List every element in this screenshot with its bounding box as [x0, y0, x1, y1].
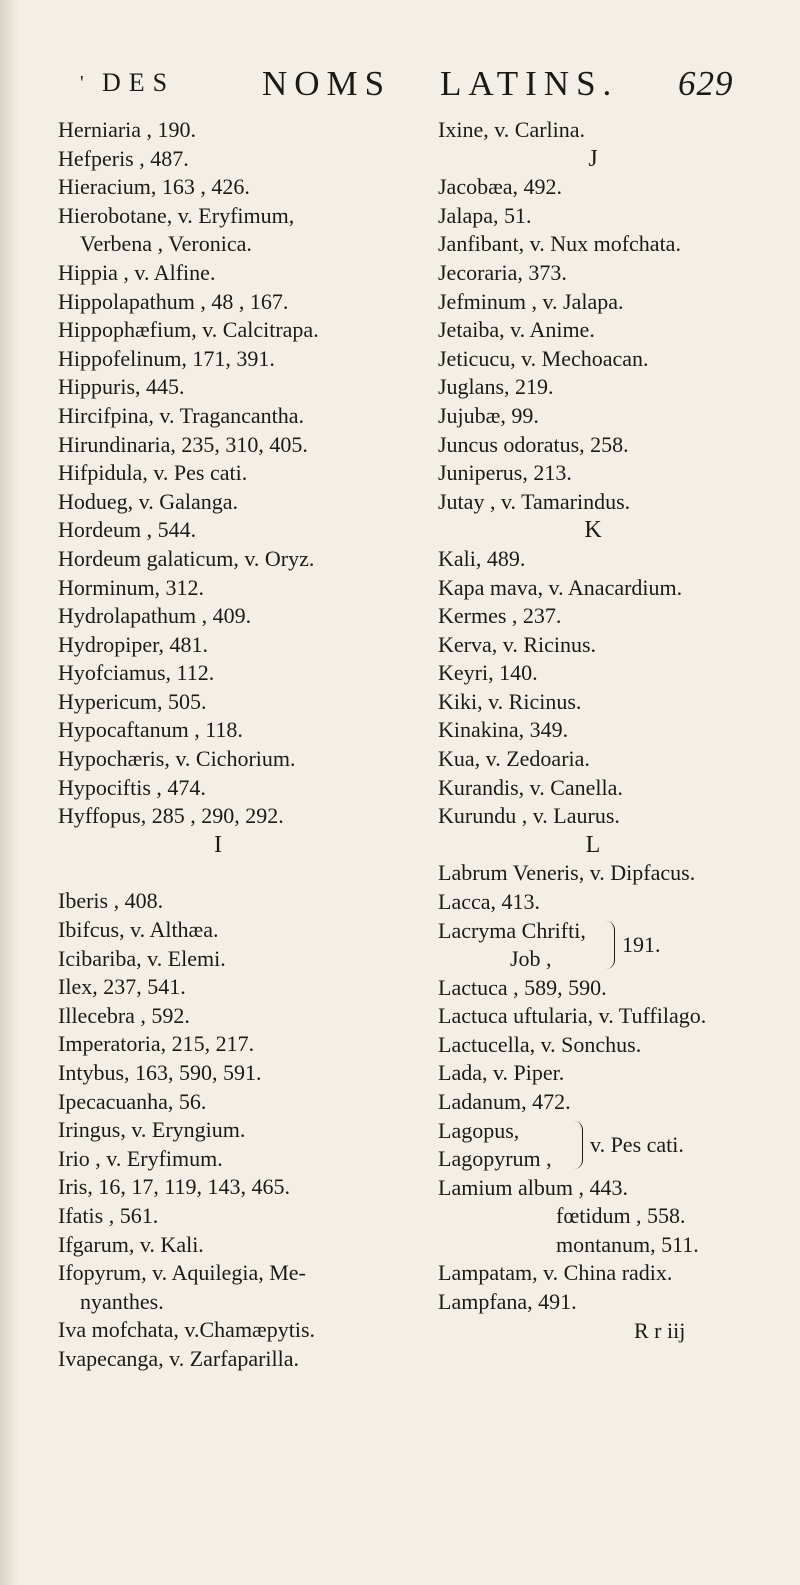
index-entry: Lampfana, 491. — [438, 1288, 577, 1314]
brace-line: Job , — [510, 946, 552, 972]
index-entry: Lampatam, v. China radix. — [438, 1260, 673, 1286]
index-entry: Jecoraria, 373. — [438, 259, 567, 285]
header-mark: ' — [80, 72, 88, 94]
header-word-des: DES — [102, 68, 176, 97]
brace-target: 191. — [622, 931, 661, 957]
index-entry: Ifatis , 561. — [58, 1202, 159, 1228]
index-entry: Intybus, 163, 590, 591. — [58, 1060, 262, 1085]
index-entry: Hippuris, 445. — [58, 374, 185, 400]
index-entry: Ilex, 237, 541. — [58, 974, 186, 1000]
index-entry: Juglans, 219. — [438, 374, 554, 400]
index-entry: Lada, v. Piper. — [438, 1060, 565, 1086]
brace-line: Lacryma Chrifti, — [438, 917, 586, 943]
index-entry: Herniaria , 190. — [58, 117, 197, 142]
index-entry: Jacobæa, 492. — [438, 174, 563, 200]
index-entry: Hypericum, 505. — [58, 688, 207, 714]
section-letter-k: K — [584, 517, 602, 544]
entries-j — [438, 173, 798, 516]
brace-glyph — [606, 921, 615, 969]
brace-target: v. Pes cati. — [590, 1131, 684, 1157]
left-column — [58, 116, 398, 1374]
index-entry: Kurandis, v. Canella. — [438, 774, 623, 800]
index-entry: Hippophæfium, v. Calcitrapa. — [58, 317, 319, 343]
index-entry: Hordeum galaticum, v. Oryz. — [58, 545, 315, 571]
index-entry: Iva mofchata, v.Chamæpytis. — [58, 1317, 316, 1343]
entries-top — [438, 116, 798, 145]
index-entry: fœtidum , 558. — [556, 1203, 686, 1229]
index-entry: Hifpidula, v. Pes cati. — [58, 460, 248, 486]
index-entry: Kiki, v. Ricinus. — [438, 688, 582, 714]
index-entry: Ifgarum, v. Kali. — [58, 1231, 204, 1257]
index-entry: Kurundu , v. Laurus. — [438, 803, 620, 829]
signature-mark: R r iij — [634, 1317, 686, 1343]
index-entry: Juncus odoratus, 258. — [438, 431, 629, 457]
index-entry: Ifopyrum, v. Aquilegia, Me- — [58, 1260, 306, 1286]
index-entry: Kua, v. Zedoaria. — [438, 746, 590, 772]
section-letter-i: I — [214, 831, 222, 858]
index-entry: Lactucella, v. Sonchus. — [438, 1031, 642, 1057]
index-entry: Ipecacuanha, 56. — [58, 1088, 207, 1114]
index-entry: Lamium album , 443. — [438, 1174, 629, 1200]
entries-l-part2 — [438, 974, 798, 1117]
index-entry: Hyofciamus, 112. — [58, 660, 215, 686]
section-gap — [58, 859, 398, 887]
index-entry: Jetaiba, v. Anime. — [438, 317, 595, 343]
index-entry: montanum, 511. — [556, 1231, 699, 1257]
index-entry: Hippia , v. Alfine. — [58, 259, 216, 285]
index-entry: Kali, 489. — [438, 545, 526, 571]
entries-l-part1 — [438, 859, 798, 916]
entries-l-part4 — [438, 1259, 798, 1316]
index-entry: Ivapecanga, v. Zarfaparilla. — [58, 1345, 300, 1371]
entries-h — [58, 116, 398, 831]
index-entry: Illecebra , 592. — [58, 1002, 190, 1028]
entries-k — [438, 545, 798, 831]
index-entry: Jefminum , v. Jalapa. — [438, 288, 624, 314]
index-entry: Hierobotane, v. Eryfimum, — [58, 202, 295, 228]
index-entry: Hefperis , 487. — [58, 145, 189, 171]
index-entry: Hyffopus, 285 , 290, 292. — [58, 803, 284, 829]
index-entry: Jalapa, 51. — [438, 202, 532, 228]
index-entry: Hippofelinum, 171, 391. — [58, 345, 275, 371]
index-entry: Hordeum , 544. — [58, 517, 197, 543]
section-letter-j: J — [588, 145, 598, 172]
brace-line: Lagopyrum , — [438, 1146, 552, 1172]
page-edge-shadow — [0, 0, 18, 1585]
index-entry: Lacca, 413. — [438, 889, 540, 915]
index-entry: Ladanum, 472. — [438, 1089, 571, 1114]
index-entry: Hippolapathum , 48 , 167. — [58, 288, 289, 314]
entries-l-indented — [438, 1202, 798, 1259]
header-word-noms: NOMS — [262, 64, 392, 103]
index-entry: Iberis , 408. — [58, 888, 164, 914]
index-entry: Lactuca uftularia, v. Tuffilago. — [438, 1003, 707, 1029]
brace-glyph — [574, 1121, 583, 1169]
index-entry: Ixine, v. Carlina. — [438, 117, 586, 142]
index-entry: Kinakina, 349. — [438, 717, 569, 743]
section-letter-l: L — [585, 831, 601, 858]
index-entry: Hypochæris, v. Cichorium. — [58, 746, 296, 772]
index-entry: Jujubæ, 99. — [438, 402, 539, 428]
index-entry: Imperatoria, 215, 217. — [58, 1031, 255, 1057]
index-entry: Hypociftis , 474. — [58, 774, 206, 800]
index-entry: Jutay , v. Tamarindus. — [438, 488, 631, 514]
entries-l-part3 — [438, 1174, 798, 1203]
index-entry: Hypocaftanum , 118. — [58, 717, 243, 743]
index-entry: Hydropiper, 481. — [58, 631, 209, 657]
index-entry: Labrum Veneris, v. Dipfacus. — [438, 860, 696, 886]
index-entry: Lactuca , 589, 590. — [438, 974, 607, 1000]
header-word-latins: LATINS. — [440, 64, 619, 103]
index-entry: Irio , v. Eryfimum. — [58, 1145, 223, 1171]
index-entry: Keyri, 140. — [438, 660, 538, 686]
index-entry: Juniperus, 213. — [438, 460, 572, 486]
index-entry: Horminum, 312. — [58, 574, 205, 600]
index-entry: Icibariba, v. Elemi. — [58, 945, 226, 971]
index-entry: Kermes , 237. — [438, 603, 562, 629]
index-entry: Janfibant, v. Nux mofchata. — [438, 231, 681, 257]
index-entry: Hircifpina, v. Tragancantha. — [58, 402, 305, 428]
braced-entry-lacryma — [438, 917, 798, 974]
index-entry: Iris, 16, 17, 119, 143, 465. — [58, 1174, 291, 1200]
entries-i — [58, 887, 398, 1373]
index-entry: Jeticucu, v. Mechoacan. — [438, 345, 649, 371]
braced-entry-lagopus — [438, 1117, 798, 1174]
index-entry: Hirundinaria, 235, 310, 405. — [58, 431, 308, 457]
running-header — [80, 64, 780, 108]
right-column — [438, 116, 798, 1345]
index-entry: Ibifcus, v. Althæa. — [58, 917, 219, 943]
page-number: 629 — [678, 64, 734, 103]
index-entry: Hydrolapathum , 409. — [58, 603, 252, 629]
index-entry: Hieracium, 163 , 426. — [58, 174, 250, 200]
index-entry: Kapa mava, v. Anacardium. — [438, 574, 683, 600]
index-entry: nyanthes. — [80, 1288, 164, 1314]
index-entry: Iringus, v. Eryngium. — [58, 1117, 246, 1143]
index-entry: Hodueg, v. Galanga. — [58, 488, 239, 514]
index-entry: Verbena , Veronica. — [80, 231, 252, 257]
brace-line: Lagopus, — [438, 1117, 520, 1143]
index-entry: Kerva, v. Ricinus. — [438, 631, 597, 657]
